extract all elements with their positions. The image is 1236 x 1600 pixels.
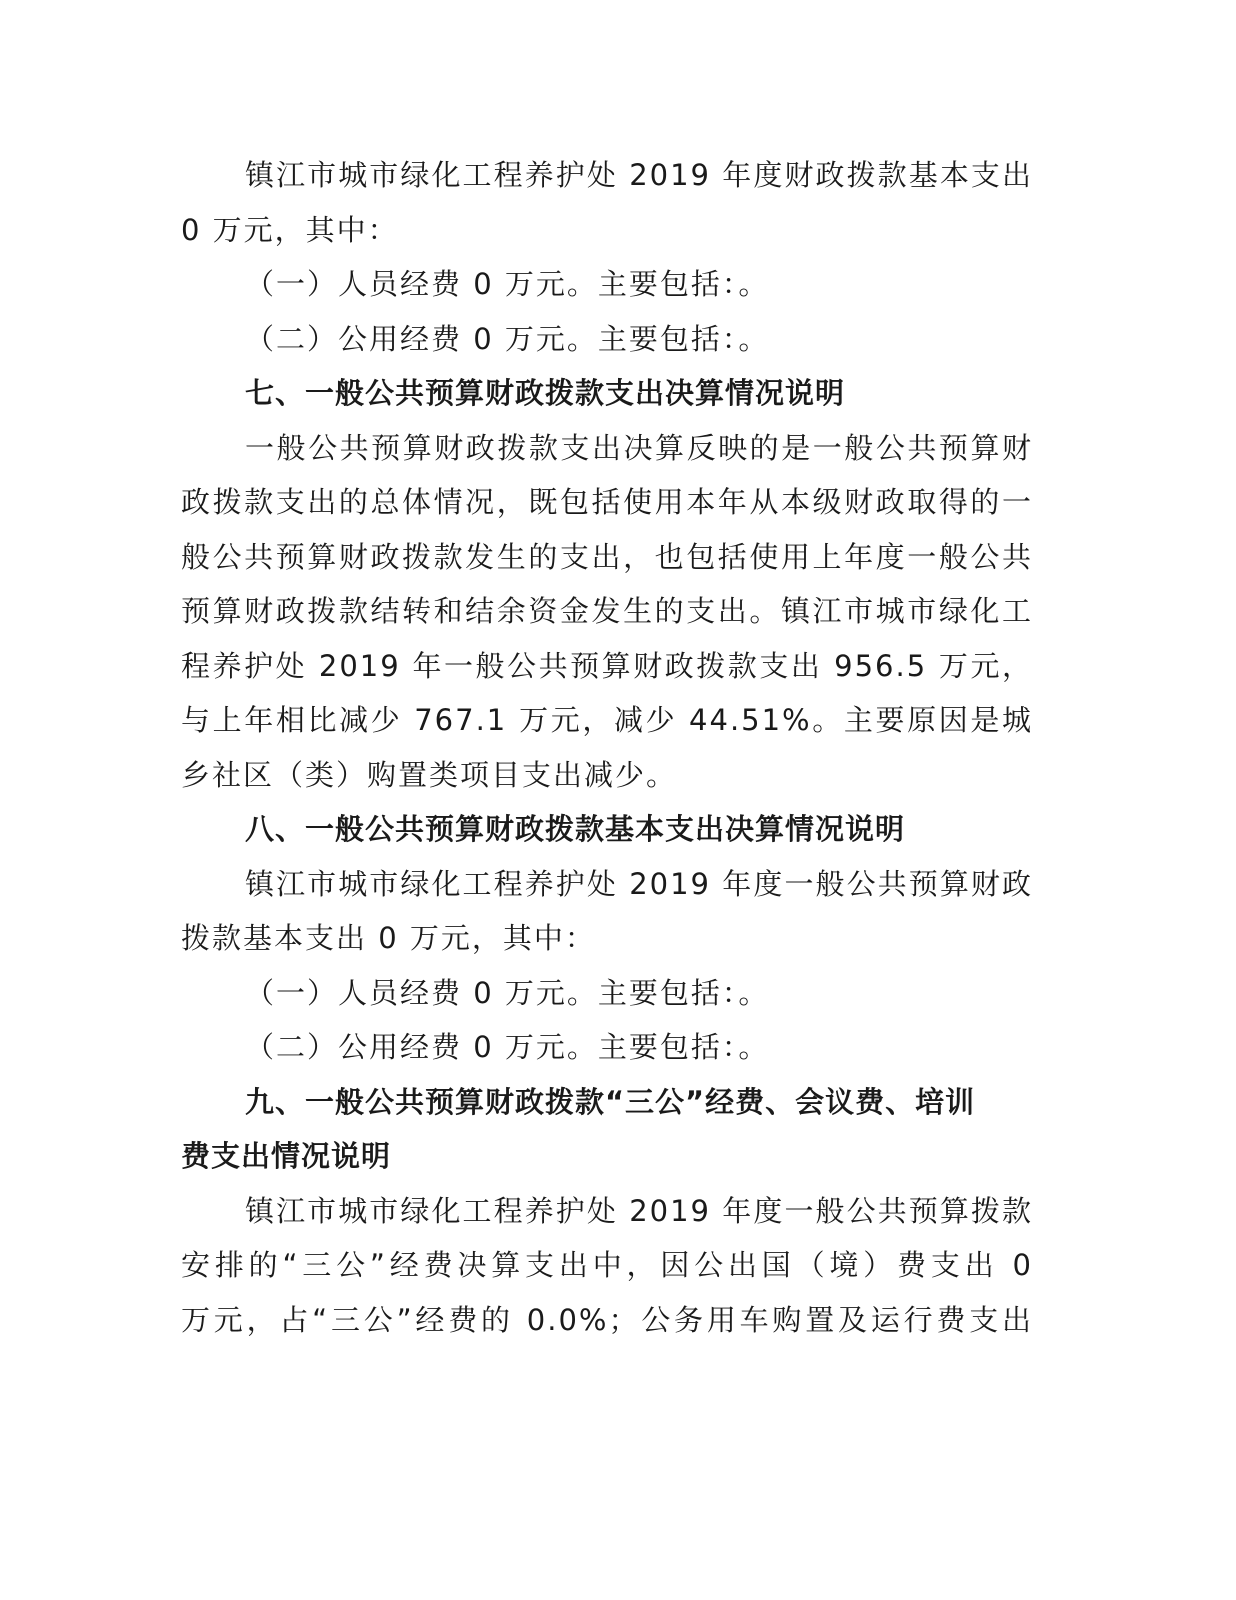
paragraph-line: 一般公共预算财政拨款支出决算反映的是一般公共预算财 xyxy=(245,430,1033,465)
paragraph-line: 0 万元，其中： xyxy=(181,212,399,247)
list-item: （二）公用经费 0 万元。主要包括：。 xyxy=(245,1030,770,1064)
section-heading: 九、一般公共预算财政拨款“三公”经费、会议费、培训 xyxy=(245,1084,976,1119)
paragraph-line: 镇江市城市绿化工程养护处 2019 年度一般公共预算财政 xyxy=(245,866,1033,901)
paragraph-line: 镇江市城市绿化工程养护处 2019 年度一般公共预算拨款 xyxy=(245,1193,1033,1228)
paragraph-line: 程养护处 2019 年一般公共预算财政拨款支出 956.5 万元， xyxy=(181,648,1033,683)
paragraph-line: 乡社区（类）购置类项目支出减少。 xyxy=(181,757,678,792)
paragraph-line: 镇江市城市绿化工程养护处 2019 年度财政拨款基本支出 xyxy=(245,158,1033,192)
list-item: （一）人员经费 0 万元。主要包括：。 xyxy=(245,975,770,1010)
paragraph-line: 万元，占“三公”经费的 0.0%；公务用车购置及运行费支出 xyxy=(181,1302,1033,1337)
section-heading-continued: 费支出情况说明 xyxy=(181,1139,392,1173)
section-heading: 七、一般公共预算财政拨款支出决算情况说明 xyxy=(245,376,846,410)
list-item: （一）人员经费 0 万元。主要包括：。 xyxy=(245,267,770,301)
paragraph-line: 政拨款支出的总体情况，既包括使用本年从本级财政取得的一 xyxy=(181,485,1033,519)
document-page xyxy=(181,148,1033,1347)
paragraph-line: 安排的“三公”经费决算支出中，因公出国（境）费支出 0 xyxy=(181,1248,1033,1282)
section-heading: 八、一般公共预算财政拨款基本支出决算情况说明 xyxy=(245,812,906,846)
paragraph-line: 拨款基本支出 0 万元，其中： xyxy=(181,921,596,955)
list-item: （二）公用经费 0 万元。主要包括：。 xyxy=(245,321,770,356)
paragraph-line: 般公共预算财政拨款发生的支出，也包括使用上年度一般公共 xyxy=(181,539,1033,574)
paragraph-line: 与上年相比减少 767.1 万元，减少 44.51%。主要原因是城 xyxy=(181,703,1033,737)
paragraph-line: 预算财政拨款结转和结余资金发生的支出。镇江市城市绿化工 xyxy=(181,594,1033,628)
